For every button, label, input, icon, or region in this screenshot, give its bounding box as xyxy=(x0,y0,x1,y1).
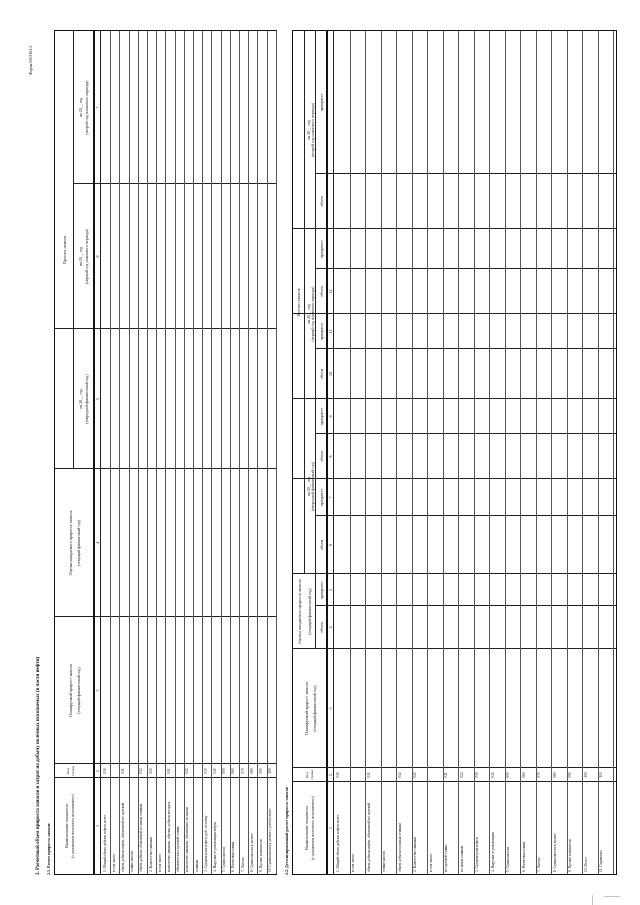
row-code: 090 xyxy=(568,772,572,778)
row-label: объем добычи по иным ставкам xyxy=(397,823,402,872)
row-label: 7. Льготы xyxy=(240,857,245,872)
row-code: 011 xyxy=(120,768,125,774)
table-2-2: Наименование показателя (с указанием полезного ископаемого) Код строки Планируемый прирост запасов (текущий финансовый год) Оценка ожидаемого прироста запасов (текущий финансовый год) Прогноз запасов на 20__ год (очередной финансовый год) на 20__ год (первый год планового периода) на 20__ год (второй год планового периода) объем приоритет объем приоритет объем приоритет объем приоритет объем приоритет объем приоритет 1 2 3 4 5 6 7 8 9 10 11 12 1. Общий объем добычи нефти, всего 010 в том числе: объем добычи нефти, облагаемой по нулевой 011 ставке налога объем добычи по иным ставкам 012 2. Количество скважин 020 в том числе: по нулевой ставке 021 по иным ставкам 022 3. Средняя цена нефти 030 4. Выручка от реализации 040 5. Сумма налога 050 6. Налоговая ставка 060 7. Льготы 070 8. Сумма налога к уплате 080 9. Прочие показатели 090 10. Итого 100 11. Справочно 110 xyxy=(292,30,617,875)
row-label: 6. Налоговая ставка xyxy=(521,841,526,872)
row-code: 012 xyxy=(397,772,402,778)
row-label: ставкам xyxy=(194,859,199,872)
row-label: 9. Прочие показатели xyxy=(568,839,572,872)
row-code: 022 xyxy=(185,768,190,774)
col-plan-header-2: Планируемый прирост запасов xyxy=(304,682,309,735)
column-number: 2 xyxy=(327,774,333,776)
col-code-header-2: Код строки xyxy=(305,769,314,781)
row-code: 060 xyxy=(231,768,236,774)
row-label: 8. Сумма налога к уплате xyxy=(552,833,557,872)
column-number: 4 xyxy=(327,626,333,629)
row-divider xyxy=(551,31,552,874)
row-label: 1. Общий объем добычи нефти, всего xyxy=(335,814,340,872)
row-label: количество скважин, объемы добычи которых xyxy=(166,801,171,872)
row-divider xyxy=(184,31,185,874)
row-code: 010 xyxy=(335,772,340,778)
row-label: по иным ставкам xyxy=(459,845,464,872)
row-divider xyxy=(248,31,249,874)
row-divider xyxy=(427,31,428,874)
column-number: 8 xyxy=(327,455,333,458)
row-divider xyxy=(536,31,537,874)
column-number: 1 xyxy=(327,827,333,829)
row-code: 100 xyxy=(268,768,273,774)
row-label: 3. Средняя цена нефти xyxy=(475,837,479,872)
row-divider xyxy=(211,31,212,874)
row-divider xyxy=(365,31,366,874)
row-label: в том числе: xyxy=(351,853,355,872)
row-divider xyxy=(138,31,139,874)
row-code: 050 xyxy=(506,772,510,778)
column-number: 9 xyxy=(327,415,333,418)
column-number: 11 xyxy=(327,329,333,334)
row-divider xyxy=(221,31,222,874)
row-divider xyxy=(567,31,568,874)
row-label: 4. Выручка от реализации нефти xyxy=(212,821,217,872)
row-divider xyxy=(412,31,413,874)
row-code: 090 xyxy=(258,768,263,774)
subsection-1-title: 2.1. Расчет прироста запасов xyxy=(46,823,51,875)
row-label: объем добычи нефти, облагаемой по нулевой xyxy=(366,802,371,872)
table-2-1: Наименование показателя (с указанием полезного ископаемого) Код строки Планируемый прирост запасов (текущий финансовый год) Оценка ожидаемого прироста запасов (текущий финансовый год) Прогноз запасов на 20__ год (очередной финансовый год) на 20__ год (первый год планового периода) на 20__ год (второй год планового периода) 1 2 3 4 5 6 7 1. Общий объем добычи нефти, всего 010 в том числе: объем добычи нефти, облагаемой по нулевой 011 ставке налога объем добычи, облагаемой по иным ставкам 012 2. Количество скважин 020 в том числе: количество скважин, объемы добычи которых 021 облагаются по нулевой ставке количество скважин, облагаемых по иным 022 ставкам 3. Средняя цена нефти, руб. за тонну 030 4. Выручка от реализации нефти 040 5. Сумма налога 050 6. Налоговая ставка 060 7. Льготы 070 8. Сумма налога к уплате 080 9. Прочие показатели 090 10. Сумма налога к уплате с учетом льгот 100 xyxy=(54,30,277,875)
column-number: 6 xyxy=(327,544,333,546)
column-number: 3 xyxy=(327,707,333,710)
column-number: 12 xyxy=(327,289,333,294)
column-number: 5 xyxy=(327,589,333,591)
row-label: объем добычи нефти, облагаемой по нулевой xyxy=(120,802,125,872)
row-divider xyxy=(613,31,614,874)
row-divider xyxy=(119,31,120,874)
row-divider xyxy=(474,31,475,874)
row-label: по нулевой ставке xyxy=(444,844,448,872)
row-divider xyxy=(129,31,130,874)
row-code: 080 xyxy=(552,772,557,778)
row-divider xyxy=(202,31,203,874)
scan-mark xyxy=(592,895,593,905)
row-code: 020 xyxy=(148,768,153,774)
row-label: 9. Прочие показатели xyxy=(258,839,263,872)
row-code: 021 xyxy=(166,768,171,774)
row-divider xyxy=(239,31,240,874)
row-divider xyxy=(520,31,521,874)
row-divider xyxy=(230,31,231,874)
row-label: объем добычи, облагаемой по иным ставкам xyxy=(139,803,144,872)
row-code: 030 xyxy=(203,768,208,774)
row-code: 020 xyxy=(413,772,417,778)
row-label: 10. Итого xyxy=(583,857,588,872)
row-code: 060 xyxy=(521,772,526,778)
row-divider xyxy=(350,31,351,874)
col-forecast-header-2: Прогноз запасов xyxy=(296,288,301,317)
subsection-2-title: 2.2. Детализированный расчет прироста запасов xyxy=(284,787,289,875)
row-code: 050 xyxy=(222,768,227,774)
row-code: 011 xyxy=(366,772,371,778)
row-code: 010 xyxy=(102,768,107,774)
scan-mark xyxy=(604,896,620,897)
row-code: 080 xyxy=(249,768,254,774)
row-divider xyxy=(156,31,157,874)
row-code: 070 xyxy=(240,768,245,774)
section-title: 2. Расчетный объем прироста запасов и затрат на добычу полезных ископаемых (в части нефти) xyxy=(36,656,41,875)
row-divider xyxy=(267,31,268,874)
row-label: 4. Выручка от реализации xyxy=(490,832,495,872)
row-label: ставке налога xyxy=(382,851,386,872)
row-label: 7. Льготы xyxy=(537,857,541,872)
row-divider xyxy=(381,31,382,874)
row-code: 100 xyxy=(583,772,588,778)
col-est-header: Оценка ожидаемого прироста запасов xyxy=(68,510,73,576)
row-code: 040 xyxy=(212,768,217,774)
row-label: 5. Сумма налога xyxy=(506,847,510,872)
row-label: 8. Сумма налога к уплате xyxy=(249,833,254,872)
row-label: 10. Сумма налога к уплате с учетом льгот xyxy=(268,808,273,872)
row-label: в том числе: xyxy=(111,853,116,872)
row-divider xyxy=(147,31,148,874)
column-number: 10 xyxy=(327,372,333,376)
row-label: в том числе: xyxy=(157,853,162,872)
col-plan-header: Планируемый прирост запасов xyxy=(68,664,73,717)
row-divider xyxy=(193,31,194,874)
row-label: количество скважин, облагаемых по иным xyxy=(185,807,190,872)
row-label: 2. Количество скважин xyxy=(413,836,417,872)
row-divider xyxy=(175,31,176,874)
row-label: 6. Налоговая ставка xyxy=(231,841,236,872)
row-divider xyxy=(582,31,583,874)
row-code: 021 xyxy=(444,772,448,778)
row-divider xyxy=(110,31,111,874)
col-name-header-2: Наименование показателя xyxy=(304,805,309,851)
col-est-header-2: Оценка ожидаемого прироста запасов xyxy=(297,579,302,644)
row-label: 3. Средняя цена нефти, руб. за тонну xyxy=(203,815,208,872)
row-label: 2. Количество скважин xyxy=(148,836,153,872)
row-label: в том числе: xyxy=(428,853,433,872)
row-divider xyxy=(598,31,599,874)
row-label: облагаются по нулевой ставке xyxy=(176,825,181,872)
col-forecast-header: Прогноз запасов xyxy=(62,235,67,265)
column-number: 7 xyxy=(327,496,333,499)
row-divider xyxy=(505,31,506,874)
row-code: 030 xyxy=(475,772,479,778)
row-code: 040 xyxy=(490,772,495,778)
col-code-header: Код строки xyxy=(66,765,75,777)
row-label: ставке налога xyxy=(130,851,135,872)
row-divider xyxy=(443,31,444,874)
row-code: 022 xyxy=(459,772,464,778)
row-divider xyxy=(458,31,459,874)
row-label: 11. Справочно xyxy=(599,850,603,872)
col-name-header: Наименование показателя xyxy=(64,803,69,849)
row-label: 1. Общий объем добычи нефти, всего xyxy=(102,814,107,872)
row-code: 012 xyxy=(139,768,144,774)
row-divider xyxy=(276,31,277,874)
row-code: 110 xyxy=(599,772,603,778)
row-label: 5. Сумма налога xyxy=(222,847,227,872)
row-divider xyxy=(257,31,258,874)
row-code: 070 xyxy=(537,772,541,778)
form-number: Форма 0503161.2 xyxy=(28,45,33,75)
row-divider xyxy=(489,31,490,874)
row-divider xyxy=(165,31,166,874)
row-divider xyxy=(396,31,397,874)
